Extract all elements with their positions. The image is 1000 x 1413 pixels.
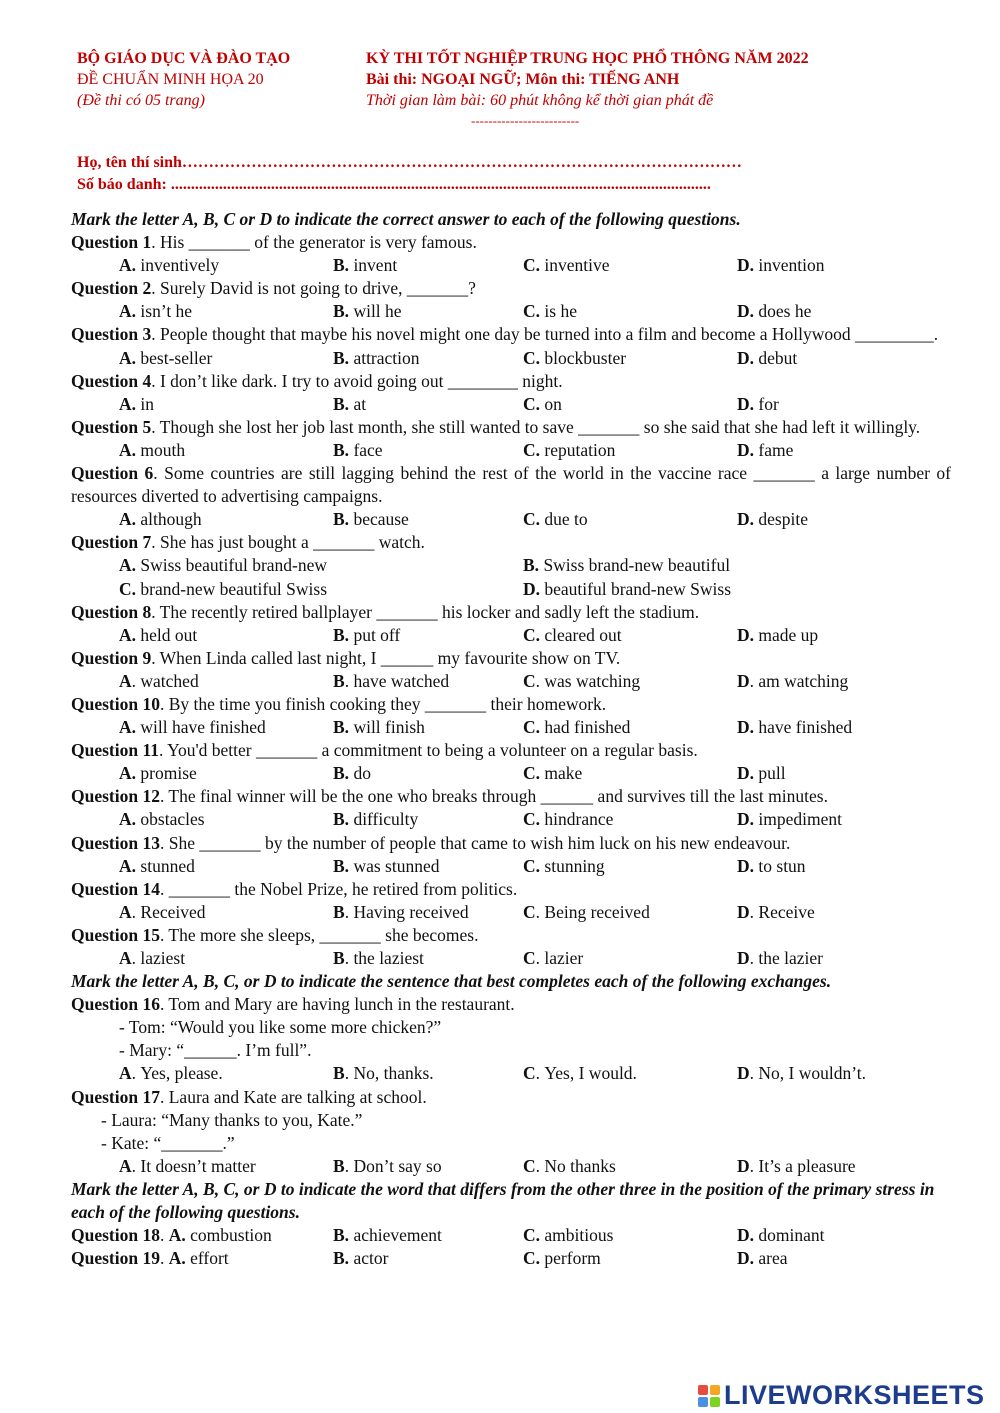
answer-options	[71, 808, 951, 831]
question-number: Question 5	[71, 416, 152, 437]
question-text: . You'd better _______ a commitment to being a volunteer on a regular basis.	[159, 740, 698, 761]
logo-text: LIVEWORKSHEETS	[724, 1380, 985, 1410]
question-text: . _______ the Nobel Prize, he retired from politics.	[159, 878, 518, 899]
option-a[interactable]: A. stunned	[119, 855, 195, 876]
answer-options	[71, 347, 951, 370]
option-c[interactable]: C. ambitious	[523, 1225, 614, 1246]
option-d[interactable]: D. fame	[737, 439, 794, 460]
option-d[interactable]: D. the lazier	[737, 948, 823, 968]
liveworksheets-logo-icon	[698, 1385, 720, 1407]
section-instruction: Mark the letter A, B, C, or D to indicate the word that differs from the other three in the position of the primary stress in each of the following questions.	[71, 1178, 935, 1223]
answer-options	[71, 254, 951, 277]
option-a[interactable]: A. in	[119, 393, 155, 414]
question-text: . When Linda called last night, I ______ my favourite show on TV.	[151, 647, 621, 668]
question-text: . The final winner will be the one who breaks through ______ and survives till the last minutes.	[159, 786, 828, 807]
option-d[interactable]: D. pull	[737, 763, 786, 784]
question-number: Question 9	[71, 647, 152, 668]
question-number: Question 12	[71, 786, 160, 807]
question-number: Question 15	[71, 924, 160, 945]
option-c[interactable]: C. cleared out	[523, 624, 622, 645]
option-c[interactable]: C. hindrance	[523, 809, 614, 830]
option-c[interactable]: C. inventive	[523, 255, 610, 276]
option-c[interactable]: C. had finished	[523, 717, 631, 738]
option-b[interactable]: B. the laziest	[333, 948, 424, 968]
header-left	[77, 48, 290, 111]
option-d[interactable]: D. to stun	[737, 855, 806, 876]
option-a[interactable]: A. obstacles	[119, 809, 205, 830]
option-c[interactable]: C. was watching	[523, 670, 641, 691]
option-a[interactable]: A. It doesn’t matter	[119, 1155, 256, 1176]
question-12	[71, 785, 951, 808]
option-a[interactable]: A. although	[119, 509, 202, 530]
question-7	[71, 531, 951, 554]
option-b[interactable]: B. have watched	[333, 670, 450, 691]
option-b[interactable]: B. difficulty	[333, 809, 419, 830]
question-text: . Surely David is not going to drive, _______?	[151, 278, 476, 299]
option-a[interactable]: A. Received	[119, 901, 206, 922]
option-a[interactable]: A. promise	[119, 763, 197, 784]
question-9	[71, 647, 951, 670]
option-c[interactable]: C. perform	[523, 1248, 601, 1269]
dialogue-line: - Laura: “Many thanks to you, Kate.”	[101, 1109, 363, 1130]
exam-duration: Thời gian làm bài: 60 phút không kể thời gian phát đề	[366, 92, 714, 109]
question-text: . By the time you finish cooking they _______ their homework.	[159, 693, 607, 714]
option-b[interactable]: B. actor	[333, 1248, 389, 1269]
question-2	[71, 277, 951, 300]
option-a[interactable]: A. inventively	[119, 255, 220, 276]
option-b[interactable]: B. was stunned	[333, 855, 440, 876]
option-c[interactable]: C. make	[523, 763, 583, 784]
option-a[interactable]: A. laziest	[119, 948, 186, 968]
option-b[interactable]: B. at	[333, 393, 367, 414]
question-text: . Laura and Kate are talking at school.	[159, 1086, 427, 1107]
candidate-number-field[interactable]: Số báo danh: .......................................................................................................................................	[77, 176, 711, 193]
question-13	[71, 832, 951, 855]
option-c[interactable]: C. Being received	[523, 901, 650, 922]
option-a[interactable]: A. isn’t he	[119, 301, 193, 322]
dialogue-line: - Kate: “_______.”	[101, 1132, 235, 1153]
question-10	[71, 693, 951, 716]
option-c[interactable]: C. lazier	[523, 948, 584, 968]
exam-title: KỲ THI TỐT NGHIỆP TRUNG HỌC PHỔ THÔNG NĂM 2022	[366, 50, 809, 67]
ministry-name: BỘ GIÁO DỤC VÀ ĐÀO TẠO	[77, 50, 291, 67]
answer-options	[71, 439, 951, 462]
page-count-note: (Đề thi có 05 trang)	[77, 92, 205, 109]
question-11	[71, 739, 951, 762]
answer-options	[71, 624, 951, 647]
section-instruction: Mark the letter A, B, C or D to indicate the correct answer to each of the following questions.	[71, 209, 741, 229]
option-c[interactable]: C. stunning	[523, 855, 605, 876]
option-d[interactable]: D. It’s a pleasure	[737, 1155, 856, 1176]
header-right	[366, 48, 809, 111]
question-number: Question 16	[71, 994, 160, 1015]
question-number: Question 1	[71, 232, 152, 253]
question-19: Question 19. A. effort B. actor C. perform D. area	[71, 1247, 951, 1270]
question-number: Question 13	[71, 832, 160, 853]
option-c[interactable]: C. is he	[523, 301, 577, 322]
exam-subject: Bài thi: NGOẠI NGỮ; Môn thi: TIẾNG ANH	[366, 71, 680, 88]
option-b[interactable]: B. do	[333, 763, 371, 784]
answer-options	[71, 1155, 951, 1178]
question-text: . She has just bought a _______ watch.	[151, 532, 425, 553]
option-d[interactable]: D. am watching	[737, 670, 849, 691]
option-b[interactable]: B. No, thanks.	[333, 1063, 434, 1084]
option-b[interactable]: B. achievement	[333, 1225, 442, 1246]
answer-options	[71, 554, 951, 577]
option-c[interactable]: C. reputation	[523, 439, 616, 460]
option-b[interactable]: B. will he	[333, 301, 402, 322]
answer-options	[71, 670, 951, 693]
answer-options	[71, 300, 951, 323]
question-number: Question 17	[71, 1086, 160, 1107]
answer-options	[71, 901, 951, 924]
option-a[interactable]: A. effort	[168, 1248, 229, 1269]
option-d[interactable]: D. beautiful brand-new Swiss	[523, 578, 732, 599]
question-text: . The recently retired ballplayer _______ his locker and sadly left the stadium.	[151, 601, 700, 622]
question-text: . I don’t like dark. I try to avoid going out ________ night.	[151, 370, 563, 391]
option-b[interactable]: B. because	[333, 509, 409, 530]
question-15	[71, 924, 951, 947]
option-b[interactable]: B. face	[333, 439, 383, 460]
exam-page	[71, 48, 951, 1270]
answer-options	[71, 1062, 951, 1085]
question-number: Question 7	[71, 532, 152, 553]
question-number: Question 14	[71, 878, 160, 899]
option-b[interactable]: B. attraction	[333, 347, 420, 368]
question-number: Question 19	[71, 1248, 160, 1269]
option-a[interactable]: A. best-seller	[119, 347, 213, 368]
question-text: . Some countries are still lagging behind the rest of the world in the vaccine race _______ a large number of resources diverted to advertising campaigns.	[71, 463, 951, 507]
option-c[interactable]: C. on	[523, 393, 562, 414]
question-17	[71, 1086, 951, 1109]
option-c[interactable]: C. Yes, I would.	[523, 1063, 637, 1084]
answer-options	[71, 855, 951, 878]
option-b[interactable]: B. will finish	[333, 717, 425, 738]
question-3	[71, 323, 951, 346]
question-number: Question 8	[71, 601, 152, 622]
question-1	[71, 231, 951, 254]
section-instruction: Mark the letter A, B, C, or D to indicate the sentence that best completes each of the following exchanges.	[71, 971, 832, 992]
question-8	[71, 601, 951, 624]
exam-header	[71, 48, 951, 126]
answer-options	[71, 508, 951, 531]
question-text: . Tom and Mary are having lunch in the restaurant.	[159, 994, 515, 1015]
question-number: Question 18	[71, 1225, 160, 1246]
option-c[interactable]: C. blockbuster	[523, 347, 627, 368]
header-divider: -------------------------	[471, 113, 580, 128]
option-c[interactable]: C. brand-new beautiful Swiss	[119, 578, 328, 599]
answer-options	[71, 947, 951, 970]
question-text: . His _______ of the generator is very famous.	[151, 232, 477, 253]
exam-code: ĐỀ CHUẨN MINH HỌA 20	[77, 71, 264, 88]
question-number: Question 2	[71, 278, 152, 299]
option-d[interactable]: D. despite	[737, 509, 808, 530]
question-number: Question 4	[71, 370, 152, 391]
candidate-name-field[interactable]: Họ, tên thí sinh……………………………………………………………………………………………	[77, 154, 742, 171]
question-14	[71, 878, 951, 901]
question-number: Question 11	[71, 740, 160, 761]
option-c[interactable]: C. No thanks	[523, 1155, 616, 1176]
question-text: . She _______ by the number of people that came to wish him luck on his new endeavour.	[159, 832, 791, 853]
answer-options	[71, 578, 951, 601]
question-text: . People thought that maybe his novel might one day be turned into a film and become a Hollywood _________.	[151, 324, 939, 345]
dialogue-line: - Mary: “______. I’m full”.	[119, 1040, 312, 1061]
option-a[interactable]: A. watched	[119, 670, 199, 691]
option-d[interactable]: D. have finished	[737, 717, 853, 738]
option-b[interactable]: B. Don’t say so	[333, 1155, 442, 1176]
option-c[interactable]: C. due to	[523, 509, 588, 530]
option-d[interactable]: D. does he	[737, 301, 812, 322]
answer-options	[71, 716, 951, 739]
option-b[interactable]: B. invent	[333, 255, 398, 276]
option-d[interactable]: D. impediment	[737, 809, 842, 830]
question-4	[71, 370, 951, 393]
option-a[interactable]: A. mouth	[119, 439, 186, 460]
option-a[interactable]: A. combustion	[168, 1225, 272, 1246]
question-text: . Though she lost her job last month, she still wanted to save _______ so she said that she had left it willingly.	[151, 416, 921, 437]
option-b[interactable]: B. put off	[333, 624, 401, 645]
option-d[interactable]: D. invention	[737, 255, 825, 276]
question-6	[71, 462, 951, 508]
question-5	[71, 416, 951, 439]
exam-content	[71, 208, 951, 1270]
option-d[interactable]: D. debut	[737, 347, 798, 368]
question-18: Question 18. A. combustion B. achievement C. ambitious D. dominant	[71, 1224, 951, 1247]
dialogue-line: - Tom: “Would you like some more chicken?”	[119, 1017, 442, 1038]
option-d[interactable]: D. made up	[737, 624, 819, 645]
question-number: Question 6	[71, 463, 154, 484]
option-a[interactable]: A. Swiss beautiful brand-new	[119, 555, 328, 576]
option-a[interactable]: A. Yes, please.	[119, 1063, 223, 1084]
option-a[interactable]: A. will have finished	[119, 717, 266, 738]
question-16	[71, 993, 951, 1016]
option-d[interactable]: D. for	[737, 393, 779, 414]
option-b[interactable]: B. Swiss brand-new beautiful	[523, 555, 731, 576]
option-d[interactable]: D. Receive	[737, 901, 815, 922]
option-d[interactable]: D. dominant	[737, 1225, 825, 1246]
liveworksheets-logo[interactable]	[698, 1380, 985, 1411]
option-d[interactable]: D. No, I wouldn’t.	[737, 1063, 866, 1084]
option-b[interactable]: B. Having received	[333, 901, 469, 922]
option-a[interactable]: A. held out	[119, 624, 198, 645]
option-d[interactable]: D. area	[737, 1248, 788, 1269]
question-number: Question 10	[71, 693, 160, 714]
question-number: Question 3	[71, 324, 152, 345]
answer-options	[71, 393, 951, 416]
candidate-info	[77, 152, 951, 196]
question-text: . The more she sleeps, _______ she becomes.	[159, 924, 479, 945]
answer-options	[71, 762, 951, 785]
